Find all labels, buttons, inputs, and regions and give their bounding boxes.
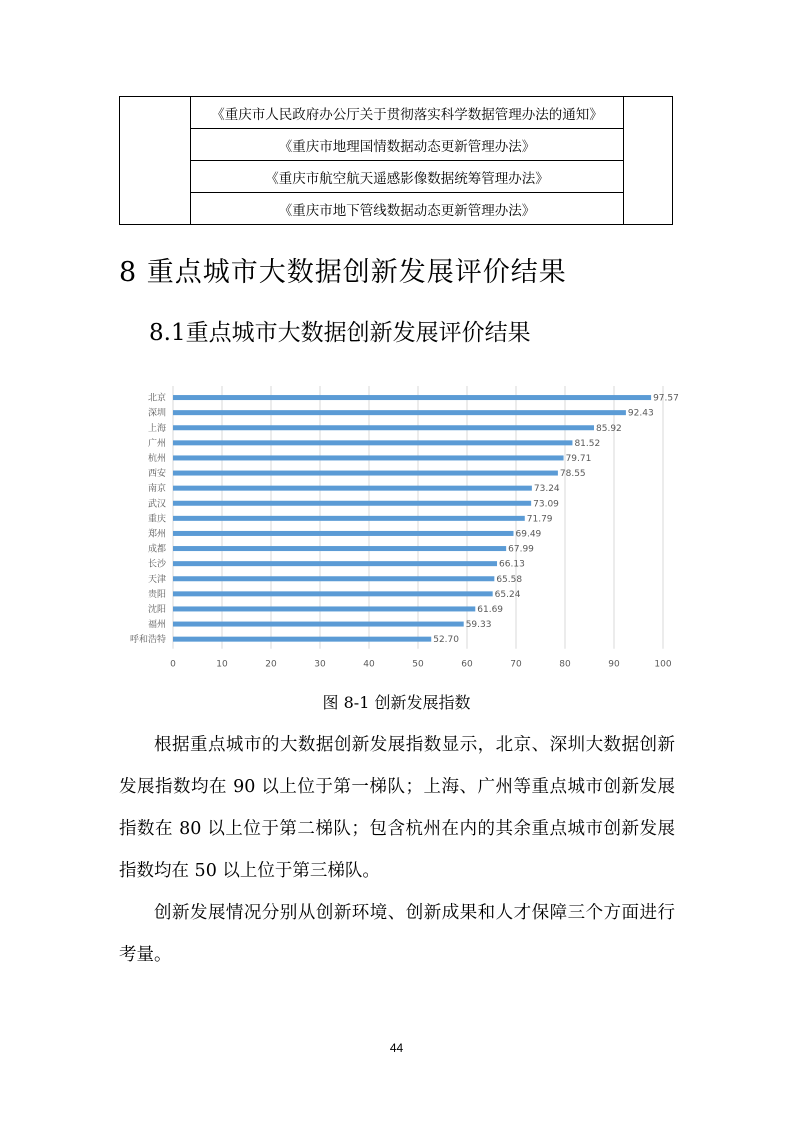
chart-value-label: 67.99 <box>508 544 534 555</box>
chart-value-label: 81.52 <box>574 438 601 449</box>
table-row <box>120 193 673 225</box>
chart-category-label: 长沙 <box>147 559 166 570</box>
chart-value-label: 73.24 <box>533 484 560 495</box>
chart-bar <box>173 531 514 536</box>
chart-x-tick-label: 80 <box>559 659 571 670</box>
chart-x-tick-label: 0 <box>170 659 176 670</box>
section-heading: 8 重点城市大数据创新发展评价结果 <box>119 257 567 288</box>
chart-category-label: 沈阳 <box>147 604 166 615</box>
chart-category-label: 西安 <box>147 469 166 480</box>
chart-x-tick-label: 40 <box>363 659 375 670</box>
chart-bar <box>173 425 594 430</box>
chart-category-label: 广州 <box>147 438 166 449</box>
chart-bar <box>173 501 531 506</box>
chart-bar <box>173 561 497 566</box>
page-number: 44 <box>389 1041 404 1055</box>
chart-category-label: 重庆 <box>147 514 166 525</box>
chart-bar <box>173 546 506 551</box>
chart-value-label: 78.55 <box>559 469 586 480</box>
chart-category-label: 呼和浩特 <box>129 635 166 646</box>
chart-bar <box>173 455 564 460</box>
chart-category-label: 贵阳 <box>147 589 166 600</box>
policy-document-cell: 《重庆市地理国情数据动态更新管理办法》 <box>191 129 624 161</box>
chart-category-label: 杭州 <box>147 453 166 464</box>
figure-caption: 图 8-1 创新发展指数 <box>322 693 471 712</box>
chart-value-label: 61.69 <box>477 604 504 615</box>
chart-category-label: 天津 <box>147 574 166 585</box>
chart-bar <box>173 591 493 596</box>
table-row <box>120 161 673 193</box>
chart-bar <box>173 471 558 476</box>
chart-x-tick-label: 30 <box>314 659 326 670</box>
table-row <box>120 129 673 161</box>
chart-x-tick-label: 10 <box>216 659 228 670</box>
chart-category-label: 深圳 <box>147 408 166 419</box>
chart-category-label: 武汉 <box>147 499 166 510</box>
chart-value-label: 65.24 <box>494 589 521 600</box>
policy-document-cell: 《重庆市航空航天遥感影像数据统筹管理办法》 <box>191 161 624 193</box>
chart-category-label: 成都 <box>147 544 166 555</box>
chart-x-tick-label: 60 <box>461 659 473 670</box>
chart-x-tick-label: 70 <box>510 659 522 670</box>
table-category-cell <box>120 97 191 225</box>
chart-bar <box>173 637 431 642</box>
chart-value-label: 73.09 <box>533 499 559 510</box>
chart-x-tick-label: 50 <box>412 659 424 670</box>
chart-bar <box>173 606 475 611</box>
chart-value-label: 97.57 <box>653 393 679 404</box>
chart-category-label: 北京 <box>147 393 166 404</box>
chart-x-tick-label: 100 <box>654 659 672 670</box>
chart-category-label: 郑州 <box>147 529 166 540</box>
chart-category-label: 上海 <box>147 423 166 434</box>
chart-bar <box>173 395 651 400</box>
chart-value-label: 65.58 <box>496 574 523 585</box>
chart-value-label: 66.13 <box>499 559 525 570</box>
chart-value-label: 52.70 <box>433 635 459 646</box>
chart-value-label: 79.71 <box>565 453 592 464</box>
chart-value-label: 85.92 <box>596 423 622 434</box>
chart-bar <box>173 622 464 627</box>
chart-bar <box>173 576 494 581</box>
policy-document-cell: 《重庆市地下管线数据动态更新管理办法》 <box>191 193 624 225</box>
chart-x-tick-label: 90 <box>608 659 620 670</box>
chart-bar <box>173 486 532 491</box>
chart-bar <box>173 410 626 415</box>
chart-value-label: 71.79 <box>526 514 553 525</box>
subsection-heading: 8.1重点城市大数据创新发展评价结果 <box>149 320 531 346</box>
chart-x-tick-label: 20 <box>265 659 277 670</box>
policy-document-cell: 《重庆市人民政府办公厅关于贯彻落实科学数据管理办法的通知》 <box>191 97 624 129</box>
chart-bar <box>173 440 572 445</box>
chart-value-label: 92.43 <box>627 408 654 419</box>
table-note-cell <box>624 97 673 225</box>
policy-table <box>119 96 673 225</box>
chart-category-label: 南京 <box>147 484 166 495</box>
chart-bar <box>173 516 525 521</box>
chart-value-label: 59.33 <box>465 620 492 631</box>
table-row <box>120 97 673 129</box>
chart-value-label: 69.49 <box>515 529 542 540</box>
chart-category-label: 福州 <box>147 620 166 631</box>
body-paragraph: 创新发展情况分别从创新环境、创新成果和人才保障三个方面进行考量。 <box>119 903 675 965</box>
innovation-index-bar-chart <box>110 384 690 670</box>
body-paragraph: 根据重点城市的大数据创新发展指数显示，北京、深圳大数据创新发展指数均在 90 以上位于第一梯队；上海、广州等重点城市创新发展指数在 80 以上位于第二梯队；包含杭州在内的其余重点城市创新发展指数均在 50 以上位于第三梯队。 <box>119 735 675 881</box>
